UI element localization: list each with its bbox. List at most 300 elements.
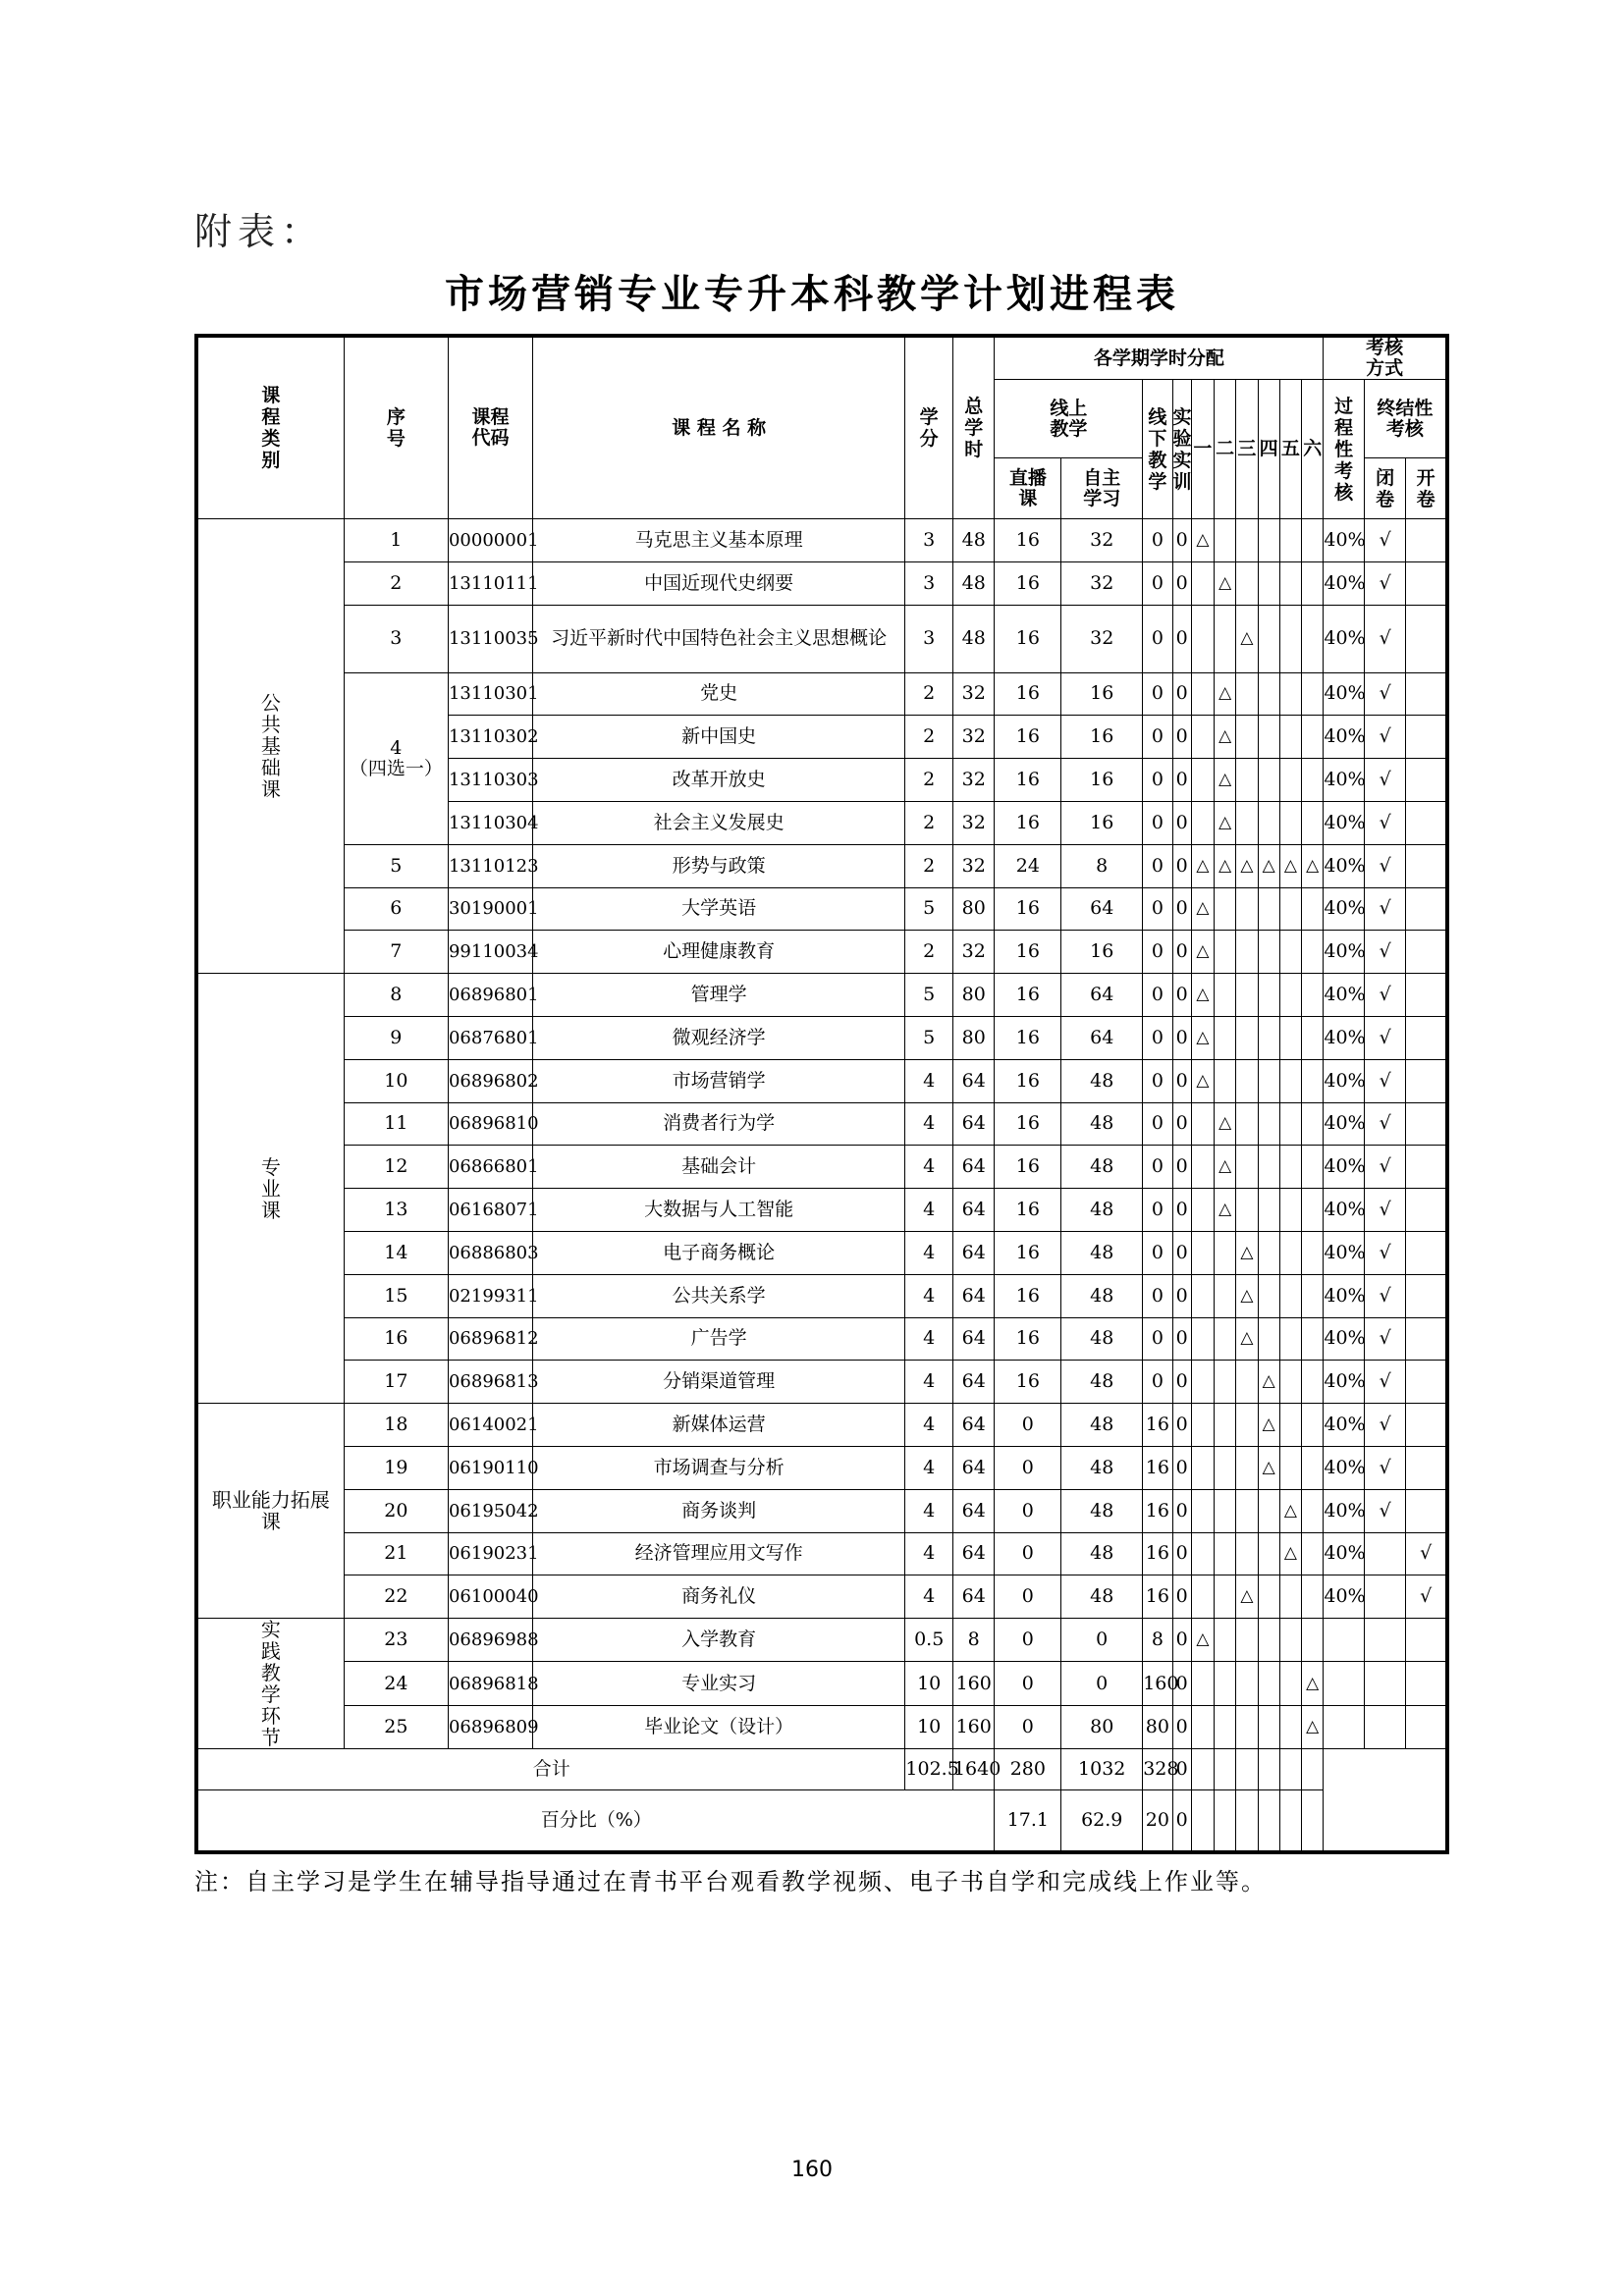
offline-cell: 0: [1143, 931, 1172, 974]
open-cell: [1406, 1361, 1446, 1404]
semester-cell-5: [1279, 887, 1301, 931]
open-cell: [1406, 1446, 1446, 1489]
semester-cell-3: [1236, 1489, 1258, 1532]
semester-cell-3: △: [1236, 1274, 1258, 1317]
live-cell: 16: [995, 931, 1061, 974]
semester-cell-1: [1191, 1705, 1214, 1748]
total-credits: 102.5: [905, 1749, 953, 1790]
credits-cell: 5: [905, 974, 953, 1017]
semester-cell-4: [1258, 1146, 1279, 1189]
practice-cell: 0: [1172, 561, 1191, 605]
table-row: [198, 1619, 1446, 1662]
closed-cell: √: [1364, 1189, 1405, 1232]
self-study-cell: 48: [1061, 1317, 1143, 1361]
semester-cell-5: △: [1279, 1489, 1301, 1532]
offline-cell: 0: [1143, 1102, 1172, 1146]
offline-cell: 0: [1143, 519, 1172, 562]
seq-cell: 8: [344, 974, 448, 1017]
self-study-cell: 48: [1061, 1446, 1143, 1489]
category-cell-practice: 实践教学环节: [198, 1619, 345, 1749]
header-sem-1: 一: [1191, 380, 1214, 519]
semester-cell-5: [1279, 672, 1301, 716]
credits-cell: 5: [905, 887, 953, 931]
credits-cell: 4: [905, 1231, 953, 1274]
semester-cell-5: △: [1279, 844, 1301, 887]
hours-cell: 32: [952, 801, 994, 844]
percent-semester-cell: [1302, 1790, 1324, 1851]
offline-cell: 0: [1143, 605, 1172, 672]
code-cell: 06896988: [448, 1619, 532, 1662]
hours-cell: 64: [952, 1189, 994, 1232]
self-study-cell: 0: [1061, 1662, 1143, 1705]
process-cell: [1324, 1619, 1364, 1662]
course-name-cell: 消费者行为学: [532, 1102, 904, 1146]
semester-cell-4: [1258, 759, 1279, 802]
semester-cell-6: [1302, 672, 1324, 716]
semester-cell-4: [1258, 1532, 1279, 1575]
code-cell: 06896812: [448, 1317, 532, 1361]
semester-cell-1: △: [1191, 887, 1214, 931]
self-study-cell: 48: [1061, 1189, 1143, 1232]
header-name: 课 程 名 称: [532, 338, 904, 519]
semester-cell-3: [1236, 801, 1258, 844]
course-name-cell: 新媒体运营: [532, 1404, 904, 1447]
closed-cell: √: [1364, 759, 1405, 802]
self-study-cell: 32: [1061, 519, 1143, 562]
open-cell: [1406, 974, 1446, 1017]
semester-cell-5: [1279, 1189, 1301, 1232]
open-cell: [1406, 1404, 1446, 1447]
table-row: [198, 1662, 1446, 1705]
semester-cell-4: [1258, 887, 1279, 931]
semester-cell-3: [1236, 1146, 1258, 1189]
seq-cell: 12: [344, 1146, 448, 1189]
live-cell: 16: [995, 716, 1061, 759]
code-cell: 13110302: [448, 716, 532, 759]
table-row: [198, 519, 1446, 562]
practice-cell: 0: [1172, 931, 1191, 974]
seq-cell: 23: [344, 1619, 448, 1662]
course-name-cell: 党史: [532, 672, 904, 716]
header-category: 课程类别: [198, 338, 345, 519]
offline-cell: 16: [1143, 1404, 1172, 1447]
semester-cell-2: [1215, 1317, 1236, 1361]
practice-cell: 0: [1172, 1016, 1191, 1059]
live-cell: 0: [995, 1532, 1061, 1575]
practice-cell: 0: [1172, 1705, 1191, 1748]
header-live: 直播课: [995, 458, 1061, 519]
semester-cell-5: [1279, 605, 1301, 672]
practice-cell: 0: [1172, 1532, 1191, 1575]
code-cell: 06866801: [448, 1146, 532, 1189]
code-cell: 06876801: [448, 1016, 532, 1059]
semester-cell-6: [1302, 1274, 1324, 1317]
offline-cell: 0: [1143, 1059, 1172, 1102]
total-offline: 328: [1143, 1749, 1172, 1790]
live-cell: 16: [995, 672, 1061, 716]
semester-cell-5: [1279, 1059, 1301, 1102]
open-cell: [1406, 561, 1446, 605]
live-cell: 0: [995, 1575, 1061, 1619]
semester-cell-4: [1258, 672, 1279, 716]
semester-cell-6: [1302, 759, 1324, 802]
semester-cell-5: [1279, 801, 1301, 844]
seq-cell: 25: [344, 1705, 448, 1748]
course-name-cell: 心理健康教育: [532, 931, 904, 974]
seq-cell: 10: [344, 1059, 448, 1102]
closed-cell: [1364, 1619, 1405, 1662]
closed-cell: √: [1364, 1059, 1405, 1102]
code-cell: 99110034: [448, 931, 532, 974]
table-row: [198, 887, 1446, 931]
semester-cell-1: [1191, 1532, 1214, 1575]
hours-cell: 64: [952, 1317, 994, 1361]
process-cell: 40%: [1324, 1317, 1364, 1361]
total-semester-cell: [1258, 1749, 1279, 1790]
credits-cell: 4: [905, 1102, 953, 1146]
self-study-cell: 8: [1061, 844, 1143, 887]
semester-cell-2: △: [1215, 716, 1236, 759]
live-cell: 16: [995, 561, 1061, 605]
percent-row: [198, 1790, 1446, 1851]
seq-cell: 3: [344, 605, 448, 672]
semester-cell-6: [1302, 1146, 1324, 1189]
semester-cell-1: [1191, 1404, 1214, 1447]
open-cell: [1406, 801, 1446, 844]
seq-cell: 2: [344, 561, 448, 605]
semester-cell-5: [1279, 1146, 1301, 1189]
semester-cell-5: [1279, 519, 1301, 562]
semester-cell-5: [1279, 1361, 1301, 1404]
seq-cell: 17: [344, 1361, 448, 1404]
course-name-cell: 公共关系学: [532, 1274, 904, 1317]
course-name-cell: 经济管理应用文写作: [532, 1532, 904, 1575]
hours-cell: 32: [952, 672, 994, 716]
semester-cell-5: [1279, 759, 1301, 802]
semester-cell-6: [1302, 561, 1324, 605]
hours-cell: 80: [952, 974, 994, 1017]
process-cell: [1324, 1705, 1364, 1748]
process-cell: 40%: [1324, 716, 1364, 759]
course-name-cell: 习近平新时代中国特色社会主义思想概论: [532, 605, 904, 672]
hours-cell: 64: [952, 1575, 994, 1619]
self-study-cell: 32: [1061, 605, 1143, 672]
semester-cell-6: [1302, 1059, 1324, 1102]
table-row: [198, 931, 1446, 974]
table-row: [198, 561, 1446, 605]
semester-cell-6: [1302, 1016, 1324, 1059]
process-cell: 40%: [1324, 1189, 1364, 1232]
self-study-cell: 48: [1061, 1146, 1143, 1189]
semester-cell-5: [1279, 974, 1301, 1017]
live-cell: 0: [995, 1619, 1061, 1662]
live-cell: 16: [995, 1146, 1061, 1189]
hours-cell: 64: [952, 1146, 994, 1189]
credits-cell: 4: [905, 1059, 953, 1102]
process-cell: 40%: [1324, 1446, 1364, 1489]
semester-cell-5: [1279, 1575, 1301, 1619]
self-study-cell: 64: [1061, 974, 1143, 1017]
code-cell: 13110303: [448, 759, 532, 802]
live-cell: 16: [995, 801, 1061, 844]
self-study-cell: 64: [1061, 1016, 1143, 1059]
header-sem-5: 五: [1279, 380, 1301, 519]
code-cell: 06896810: [448, 1102, 532, 1146]
self-study-cell: 16: [1061, 716, 1143, 759]
closed-cell: √: [1364, 1404, 1405, 1447]
hours-cell: 64: [952, 1532, 994, 1575]
semester-cell-5: [1279, 1317, 1301, 1361]
course-name-cell: 电子商务概论: [532, 1231, 904, 1274]
semester-cell-6: [1302, 716, 1324, 759]
category-cell-public: 公共基础课: [198, 519, 345, 974]
code-cell: 30190001: [448, 887, 532, 931]
total-self-study: 1032: [1061, 1749, 1143, 1790]
process-cell: 40%: [1324, 759, 1364, 802]
closed-cell: √: [1364, 1102, 1405, 1146]
semester-cell-6: [1302, 1102, 1324, 1146]
credits-cell: 4: [905, 1317, 953, 1361]
offline-cell: 0: [1143, 974, 1172, 1017]
course-name-cell: 市场调查与分析: [532, 1446, 904, 1489]
credits-cell: 4: [905, 1489, 953, 1532]
self-study-cell: 48: [1061, 1532, 1143, 1575]
credits-cell: 4: [905, 1274, 953, 1317]
percent-offline: 20: [1143, 1790, 1172, 1851]
code-cell: 06190110: [448, 1446, 532, 1489]
hours-cell: 32: [952, 716, 994, 759]
semester-cell-2: [1215, 1231, 1236, 1274]
code-cell: 06896813: [448, 1361, 532, 1404]
live-cell: 16: [995, 1059, 1061, 1102]
credits-cell: 0.5: [905, 1619, 953, 1662]
header-assessment: 考核方式: [1324, 338, 1446, 380]
semester-cell-4: [1258, 1102, 1279, 1146]
semester-cell-1: △: [1191, 1059, 1214, 1102]
closed-cell: √: [1364, 1317, 1405, 1361]
closed-cell: √: [1364, 519, 1405, 562]
self-study-cell: 48: [1061, 1404, 1143, 1447]
course-name-cell: 市场营销学: [532, 1059, 904, 1102]
total-label: 合计: [198, 1749, 905, 1790]
semester-cell-1: [1191, 1274, 1214, 1317]
course-name-cell: 广告学: [532, 1317, 904, 1361]
process-cell: 40%: [1324, 519, 1364, 562]
semester-cell-4: [1258, 716, 1279, 759]
table-row: [198, 1146, 1446, 1189]
practice-cell: 0: [1172, 1662, 1191, 1705]
practice-cell: 0: [1172, 759, 1191, 802]
credits-cell: 2: [905, 716, 953, 759]
process-cell: 40%: [1324, 1016, 1364, 1059]
process-cell: 40%: [1324, 672, 1364, 716]
self-study-cell: 48: [1061, 1231, 1143, 1274]
semester-cell-6: [1302, 931, 1324, 974]
code-cell: 13110304: [448, 801, 532, 844]
semester-cell-1: [1191, 561, 1214, 605]
course-name-cell: 入学教育: [532, 1619, 904, 1662]
code-cell: 00000001: [448, 519, 532, 562]
semester-cell-3: [1236, 561, 1258, 605]
seq-cell: 6: [344, 887, 448, 931]
course-name-cell: 专业实习: [532, 1662, 904, 1705]
credits-cell: 5: [905, 1016, 953, 1059]
table-row: [198, 1231, 1446, 1274]
semester-cell-3: [1236, 887, 1258, 931]
semester-cell-2: [1215, 519, 1236, 562]
semester-cell-4: [1258, 801, 1279, 844]
hours-cell: 64: [952, 1059, 994, 1102]
self-study-cell: 16: [1061, 931, 1143, 974]
practice-cell: 0: [1172, 1059, 1191, 1102]
footnote: 注：自主学习是学生在辅导指导通过在青书平台观看教学视频、电子书自学和完成线上作业等。: [194, 1868, 1267, 1896]
open-cell: [1406, 1619, 1446, 1662]
teaching-plan-table-wrap: [194, 334, 1449, 1854]
semester-cell-6: △: [1302, 1662, 1324, 1705]
semester-cell-3: △: [1236, 605, 1258, 672]
live-cell: 16: [995, 887, 1061, 931]
self-study-cell: 32: [1061, 561, 1143, 605]
semester-cell-4: △: [1258, 1361, 1279, 1404]
semester-cell-6: [1302, 519, 1324, 562]
semester-cell-6: △: [1302, 844, 1324, 887]
semester-cell-2: [1215, 1619, 1236, 1662]
code-cell: 06896818: [448, 1662, 532, 1705]
credits-cell: 4: [905, 1404, 953, 1447]
hours-cell: 80: [952, 887, 994, 931]
offline-cell: 0: [1143, 561, 1172, 605]
open-cell: [1406, 1489, 1446, 1532]
live-cell: 16: [995, 974, 1061, 1017]
header-sem-4: 四: [1258, 380, 1279, 519]
course-name-cell: 新中国史: [532, 716, 904, 759]
semester-cell-4: [1258, 1016, 1279, 1059]
semester-cell-6: [1302, 801, 1324, 844]
code-cell: 06896801: [448, 974, 532, 1017]
semester-cell-5: [1279, 1404, 1301, 1447]
code-cell: 13110301: [448, 672, 532, 716]
process-cell: 40%: [1324, 1489, 1364, 1532]
semester-cell-4: [1258, 1189, 1279, 1232]
table-header: [198, 338, 1446, 519]
practice-cell: 0: [1172, 1146, 1191, 1189]
self-study-cell: 48: [1061, 1274, 1143, 1317]
offline-cell: 0: [1143, 759, 1172, 802]
seq-cell: 13: [344, 1189, 448, 1232]
appendix-heading: 附表：: [194, 210, 325, 253]
practice-cell: 0: [1172, 716, 1191, 759]
open-cell: [1406, 1016, 1446, 1059]
open-cell: [1406, 1231, 1446, 1274]
header-practice: 实验实训: [1172, 380, 1191, 519]
open-cell: [1406, 1102, 1446, 1146]
semester-cell-3: [1236, 759, 1258, 802]
offline-cell: 0: [1143, 801, 1172, 844]
semester-cell-1: [1191, 1662, 1214, 1705]
course-name-cell: 形势与政策: [532, 844, 904, 887]
live-cell: 24: [995, 844, 1061, 887]
total-hours: 1640: [952, 1749, 994, 1790]
semester-cell-1: △: [1191, 844, 1214, 887]
percent-semester-cell: [1258, 1790, 1279, 1851]
credits-cell: 4: [905, 1146, 953, 1189]
offline-cell: 16: [1143, 1489, 1172, 1532]
semester-cell-1: [1191, 1102, 1214, 1146]
course-name-cell: 中国近现代史纲要: [532, 561, 904, 605]
semester-cell-3: [1236, 1619, 1258, 1662]
semester-cell-4: [1258, 1317, 1279, 1361]
hours-cell: 64: [952, 1274, 994, 1317]
semester-cell-2: [1215, 1489, 1236, 1532]
semester-cell-2: [1215, 1575, 1236, 1619]
open-cell: [1406, 844, 1446, 887]
process-cell: 40%: [1324, 1059, 1364, 1102]
semester-cell-2: △: [1215, 561, 1236, 605]
semester-cell-2: [1215, 1532, 1236, 1575]
total-assessment-empty: [1324, 1749, 1446, 1851]
table-row: [198, 1489, 1446, 1532]
semester-cell-1: [1191, 1189, 1214, 1232]
seq-cell: 22: [344, 1575, 448, 1619]
process-cell: [1324, 1662, 1364, 1705]
seq-note: （四选一）: [349, 757, 443, 779]
semester-cell-3: [1236, 1189, 1258, 1232]
semester-cell-1: [1191, 1317, 1214, 1361]
semester-cell-2: [1215, 931, 1236, 974]
hours-cell: 64: [952, 1446, 994, 1489]
closed-cell: √: [1364, 1446, 1405, 1489]
table-row: [198, 605, 1446, 672]
live-cell: 0: [995, 1705, 1061, 1748]
semester-cell-2: △: [1215, 1146, 1236, 1189]
course-name-cell: 商务礼仪: [532, 1575, 904, 1619]
semester-cell-3: [1236, 931, 1258, 974]
table-row: [198, 1189, 1446, 1232]
credits-cell: 3: [905, 519, 953, 562]
course-name-cell: 大数据与人工智能: [532, 1189, 904, 1232]
offline-cell: 16: [1143, 1532, 1172, 1575]
code-cell: 06100040: [448, 1575, 532, 1619]
closed-cell: √: [1364, 561, 1405, 605]
semester-cell-5: △: [1279, 1532, 1301, 1575]
total-semester-cell: [1302, 1749, 1324, 1790]
semester-cell-4: [1258, 1575, 1279, 1619]
live-cell: 16: [995, 1231, 1061, 1274]
credits-cell: 3: [905, 561, 953, 605]
hours-cell: 64: [952, 1489, 994, 1532]
practice-cell: 0: [1172, 605, 1191, 672]
hours-cell: 8: [952, 1619, 994, 1662]
semester-cell-3: [1236, 672, 1258, 716]
semester-cell-2: △: [1215, 1102, 1236, 1146]
closed-cell: √: [1364, 672, 1405, 716]
code-cell: 06140021: [448, 1404, 532, 1447]
open-cell: [1406, 1059, 1446, 1102]
semester-cell-3: △: [1236, 844, 1258, 887]
live-cell: 16: [995, 1317, 1061, 1361]
header-total-hours: 总学时: [952, 338, 994, 519]
semester-cell-1: [1191, 1575, 1214, 1619]
semester-cell-3: △: [1236, 1231, 1258, 1274]
semester-cell-2: [1215, 605, 1236, 672]
process-cell: 40%: [1324, 1231, 1364, 1274]
seq-cell: 15: [344, 1274, 448, 1317]
teaching-plan-table: [197, 337, 1446, 1851]
semester-cell-1: [1191, 1146, 1214, 1189]
closed-cell: √: [1364, 931, 1405, 974]
semester-cell-4: [1258, 1059, 1279, 1102]
hours-cell: 64: [952, 1361, 994, 1404]
